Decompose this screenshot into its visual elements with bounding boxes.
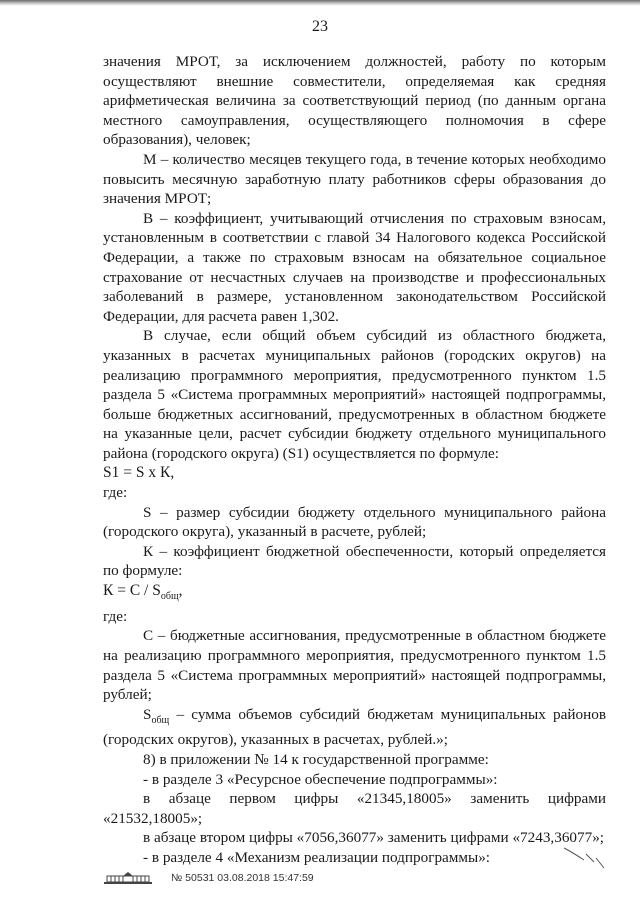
paragraph-b-definition: В – коэффициент, учитывающий отчисления по страховым взносам, установленным в соответствии с главой 34 Налогового кодекса Российской Федерации, а также по страховым взносам на обязательное социальное страхование от несчастных случаев на производстве и профессиональных заболеваний в размере, установленном законодательством Российской Федерации, для расчета равен 1,302. (103, 209, 606, 325)
formula-k-subscript: общ (160, 591, 179, 603)
where-label-1: где: (103, 484, 128, 502)
paragraph-section-3: - в разделе 3 «Ресурсное обеспечение подпрограммы»: (143, 770, 498, 788)
formula-k-main: К = С / S (103, 582, 161, 600)
s-total-symbol: S (143, 705, 152, 723)
s-total-subscript: общ (151, 714, 170, 726)
formula-k-end: , (178, 582, 183, 600)
paragraph-s-definition: S – размер субсидии бюджету отдельного муниципального района (городского округа), указанный в расчете, рублей; (103, 503, 606, 541)
paragraph-second-abzac: в абзаце втором цифры «7056,36077» заменить цифрами «7243,36077»; (143, 829, 605, 847)
paragraph-subsidy-case: В случае, если общий объем субсидий из областного бюджета, указанных в расчетах муниципальных районов (городских округов) на реализацию программного мероприятия, предусмотренного пунктом 1.5 раздела 5 «Система программных мероприятий» настоящей подпрограммы, больше бюджетных ассигнований, предусмотренных в областном бюджете на указанные цели, расчет субсидии бюджету отдельного муниципального района (городского округа) (S1) осуществляется по формуле: (103, 327, 606, 462)
paragraph-s-total-definition (103, 705, 606, 750)
document-footer (103, 868, 314, 888)
where-label-2: где: (103, 607, 128, 625)
paragraph-section-4: - в разделе 4 «Механизм реализации подпрограммы»: (143, 848, 491, 866)
formula-s1: S1 = S х К, (103, 464, 175, 482)
scan-edge (0, 0, 640, 6)
paragraph-item-8: 8) в приложении № 14 к государственной программе: (143, 750, 489, 768)
handwritten-mark-icon (560, 842, 610, 872)
formula-k (103, 581, 606, 607)
page-number: 23 (312, 18, 328, 35)
paragraph-first-abzac: в абзаце первом цифры «21345,18005» заменить цифрами «21532,18005»; (103, 790, 606, 827)
paragraph-m-definition: М – количество месяцев текущего года, в течение которых необходимо повысить месячную заработную плату работников сферы образования до значения МРОТ; (103, 150, 606, 208)
government-building-emblem-icon (103, 871, 153, 885)
document-registration-number: № 50531 03.08.2018 15:47:59 (171, 872, 314, 884)
paragraph-k-definition: К – коэффициент бюджетной обеспеченности, который определяется по формуле: (103, 542, 606, 580)
paragraph-c-definition: С – бюджетные ассигнования, предусмотренные в областном бюджете на реализацию программного мероприятия, предусмотренного пунктом 1.5 раздела 5 «Система программных мероприятий» настоящей подпрограммы, рублей; (103, 627, 606, 704)
document-body (103, 52, 606, 867)
paragraph-mrot-continuation: значения МРОТ, за исключением должностей, работу по которым осуществляют внешние совместители, определяемая как средняя арифметическая величина за соответствующий период (по данным органа местного самоуправления, осуществляющего полномочия в сфере образования), человек; (103, 53, 606, 149)
s-total-text: – сумма объемов субсидий бюджетам муниципальных районов (городских округов), указанных в расчетах, рублей.»; (103, 705, 606, 749)
